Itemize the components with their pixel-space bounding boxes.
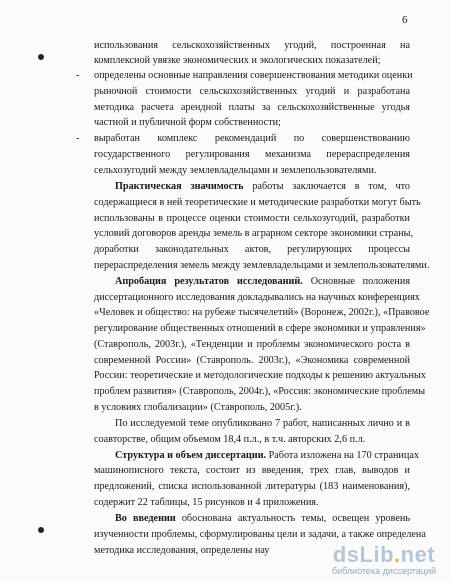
binder-hole-top [38, 54, 44, 60]
text-line: использования сельскохозяйственных угодий, построенная на [94, 40, 410, 51]
text-line: комплексной увязке экономических и экологических показателей; [94, 55, 381, 66]
text-line: изученности проблемы, сформулированы цели и задачи, а также определена [94, 529, 426, 540]
text-line: «Человек и общество: на рубеже тысячелетий» (Воронеж, 2002г.), «Правовое [94, 307, 430, 318]
text-run: работы заключается в том, что [243, 181, 410, 192]
text-line: государственного регулирования механизма перераспределения [94, 149, 410, 160]
text-line: сельхозугодий между землевладельцами и землепользователями. [94, 165, 377, 176]
text-line: современной России» (Ставрополь. 2003г.), «Экономика современной [94, 355, 410, 366]
paragraph-approbation [115, 276, 410, 288]
text-line: содержащиеся в ней теоретические и методические разработки могут быть [94, 197, 421, 208]
text-line: диссертационного исследования докладывались на научных конференциях [94, 292, 420, 303]
text-line: содержит 22 таблицы, 15 рисунков и 4 приложения. [94, 497, 319, 508]
text-line: (Ставрополь, 2003г.), «Тенденции и проблемы экономического роста в [94, 339, 410, 350]
text-run: обоснована актуальность темы, освещен уровень [175, 513, 410, 524]
text-line: определены основные направления совершенствования методики оценки [94, 70, 413, 81]
text-line: предложений, списка использованной литературы (183 наименования), [94, 481, 410, 492]
section-lead: Апробация результатов исследований. [115, 276, 303, 287]
bullet-marker: - [76, 70, 80, 81]
text-line: частной и публичной форм собственности; [94, 117, 281, 128]
text-line: регулирование общественных отношений в сфере экономики и управления» [94, 323, 426, 334]
watermark-subtitle: библиотека диссертаций [331, 566, 436, 576]
text-line: доработки законодательных актов, регулирующих процессы [94, 244, 410, 255]
text-run: Основные положения [302, 276, 411, 287]
section-lead: Во введении [115, 513, 176, 524]
text-line: России: теоретические и методологические подходы к решению актуальных [94, 370, 426, 381]
binder-hole-bottom [38, 527, 44, 533]
text-line: использованы в процессе оценки стоимости сельхозугодий, разработки [94, 213, 410, 224]
text-line: выработан комплекс рекомендаций по совершенствованию [94, 133, 410, 144]
watermark-logo: dsLib.net [332, 542, 436, 567]
watermark [332, 542, 436, 576]
text-run: Работа изложена на 170 страницах [266, 450, 419, 461]
text-line: рыночной стоимости сельскохозяйственных угодий и разработана [94, 86, 410, 97]
text-line: перераспределения земель между землевладельцами и землепользователями. [94, 260, 430, 271]
text-line: методика исследования, определены нау [94, 545, 270, 556]
text-line: машинописного текста, состоит из введения, трех глав, выводов и [94, 465, 410, 476]
page-number: 6 [402, 14, 408, 26]
text-line: По исследуемой теме опубликовано 7 работ, написанных лично и в [115, 418, 410, 429]
text-line: в условиях глобализации» (Ставрополь, 2005г.). [94, 402, 302, 413]
text-line: условий договоров аренды земель в аграрном секторе экономики страны, [94, 228, 414, 239]
text-line: методика расчета арендной платы за сельскохозяйственные угодья [94, 102, 410, 113]
paragraph-introduction [115, 513, 410, 525]
bullet-marker: - [76, 133, 80, 144]
section-lead: Структура и объем диссертации. [115, 450, 267, 461]
section-lead: Практическая значимость [115, 181, 244, 192]
paragraph-practical-significance [115, 181, 410, 193]
text-line: проблем развития» (Ставрополь, 2004г.), «Россия: экономические проблемы [94, 386, 426, 397]
text-line: соавторстве, общим объемом 18,4 п.л., в т.ч. авторских 2,6 п.л. [94, 434, 366, 445]
paragraph-structure [115, 450, 419, 462]
